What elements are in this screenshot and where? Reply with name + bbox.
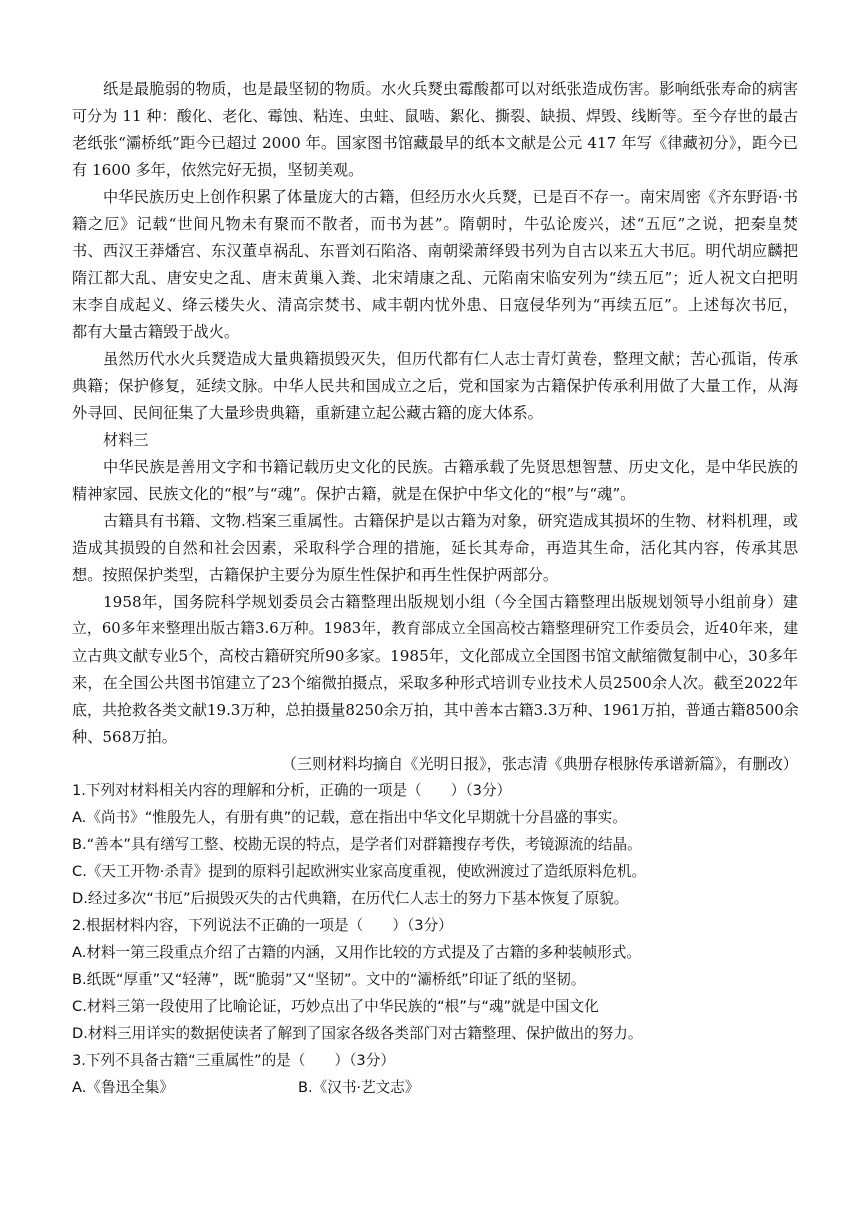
text-line: 中华民族是善用文字和书籍记载历史文化的民族。古籍承载了先贤思想智慧、历史文化，是中华民族的 <box>103 458 798 476</box>
text-line: 都有大量古籍毁于战火。 <box>72 323 240 341</box>
option-a: A.材料一第三段重点介绍了古籍的内涵，又用作比较的方式提及了古籍的多种装帧形式。 <box>72 944 641 961</box>
option-c: C.材料三第一段使用了比喻论证，巧妙点出了中华民族的“根”与“魂”就是中国文化 <box>72 998 599 1015</box>
text-line: 立古典文献专业5个，高校古籍研究所90多家。1985年，文化部成立全国图书馆文献缩微复制中心，30多年 <box>72 647 798 665</box>
text-line: 隋江都大乱、唐安史之乱、唐末黄巢入粪、北宋靖康之乱、元陷南宋临安列为“续五厄”；近人祝文白把明 <box>72 269 798 287</box>
question-stem: 2.根据材料内容，下列说法不正确的一项是（ ）（3分） <box>72 917 453 934</box>
text-line: 种、568万拍。 <box>72 728 177 746</box>
text-line: 虽然历代水火兵燹造成大量典籍损毁灭失，但历代都有仁人志士青灯黄卷，整理文献；苦心孤诣，传承 <box>103 350 798 368</box>
text-line: 造成其损毁的自然和社会因素，采取科学合理的措施，延长其寿命，再造其生命，活化其内容，传承其思 <box>72 539 798 557</box>
text-line: 来，在全国公共图书馆建立了23个缩微拍摄点，采取多种形式培训专业技术人员2500余人次。截至2022年 <box>72 674 798 692</box>
text-line: 立，60多年来整理出版古籍3.6万种。1983年，教育部成立全国高校古籍整理研究工作委员会，近40年来，建 <box>72 620 798 637</box>
text-line: 外寻回、民间征集了大量珍贵典籍，重新建立起公藏古籍的庞大体系。 <box>72 404 543 422</box>
option-b: B.纸既“厚重”又“轻薄”，既“脆弱”又“坚韧”。文中的“灞桥纸”印证了纸的坚韧。 <box>72 971 586 988</box>
text-line: 底，共抢救各类文献19.3万种，总拍摄量8250余万拍，其中善本古籍3.3万种、1961万拍，普通古籍8500余 <box>72 701 799 719</box>
text-line: 末李自成起义、绛云楼失火、清高宗焚书、咸丰朝内忧外患、日寇侵华列为“再续五厄”。上述每次书厄， <box>72 296 798 314</box>
option-b: B.《汉书·艺文志》 <box>298 1079 420 1096</box>
text-line: 纸是最脆弱的物质，也是最坚韧的物质。水火兵燹虫霉酸都可以对纸张造成伤害。影响纸张寿命的病害 <box>103 80 798 98</box>
option-c: C.《天工开物·杀青》提到的原料引起欧洲实业家高度重视，使欧洲渡过了造纸原料危机。 <box>72 863 647 880</box>
question-stem: 1.下列对材料相关内容的理解和分析，正确的一项是（ ）（3分） <box>72 782 512 799</box>
option-d: D.经过多次“书厄”后损毁灭失的古代典籍，在历代仁人志士的努力下基本恢复了原貌。 <box>72 890 629 907</box>
text-line: 精神家园、民族文化的“根”与“魂”。保护古籍，就是在保护中华文化的“根”与“魂”。 <box>72 485 636 503</box>
question-stem: 3.下列不具备古籍“三重属性”的是（ ）（3分） <box>72 1052 395 1069</box>
option-d: D.材料三用详实的数据使读者了解到了国家各级各类部门对古籍整理、保护做出的努力。 <box>72 1025 643 1042</box>
option-a: A.《鲁迅全集》 <box>72 1079 174 1096</box>
text-line: 籍之厄》记载“世间凡物未有聚而不散者，而书为甚”。隋朝时，牛弘论废兴，述“五厄”之说，把秦皇焚 <box>72 215 798 233</box>
text-line: 可分为 11 种：酸化、老化、霉蚀、粘连、虫蛀、鼠啮、絮化、撕裂、缺损、焊毁、线断等。至今存世的最古 <box>72 107 798 125</box>
text-line: 有 1600 多年，依然完好无损，坚韧美观。 <box>72 161 364 179</box>
section-heading: 材料三 <box>103 431 149 449</box>
source-citation: （三则材料均摘自《光明日报》，张志清《典册存根脉传承谱新篇》，有删改） <box>281 755 798 773</box>
text-line: 典籍；保护修复，延续文脉。中华人民共和国成立之后，党和国家为古籍保护传承利用做了大量工作，从海 <box>72 377 798 395</box>
text-line: 中华民族历史上创作积累了体量庞大的古籍，但经历水火兵燹，已是百不存一。南宋周密《齐东野语·书 <box>103 188 798 206</box>
option-a: A.《尚书》“惟殷先人，有册有典”的记载，意在指出中华文化早期就十分昌盛的事实。 <box>72 809 627 826</box>
text-line: 1958年，国务院科学规划委员会古籍整理出版规划小组（今全国古籍整理出版规划领导小组前身）建 <box>103 593 798 611</box>
text-line: 老纸张“灞桥纸”距今已超过 2000 年。国家图书馆藏最早的纸本文献是公元 417 年写《律藏初分》，距今已 <box>72 134 798 152</box>
option-b: B.“善本”具有缮写工整、校勘无误的特点，是学者们对群籍搜存考佚，考镜源流的结晶。 <box>72 836 642 853</box>
text-line: 想。按照保护类型，古籍保护主要分为原生性保护和再生性保护两部分。 <box>72 566 558 584</box>
text-line: 古籍具有书籍、文物.档案三重属性。古籍保护是以古籍为对象，研究造成其损坏的生物、材料机理，或 <box>103 512 798 530</box>
text-line: 书、西汉王莽燔宫、东汉董卓祸乱、东晋刘石陷洛、南朝梁萧绎毁书列为自古以来五大书厄。明代胡应麟把 <box>72 242 798 260</box>
